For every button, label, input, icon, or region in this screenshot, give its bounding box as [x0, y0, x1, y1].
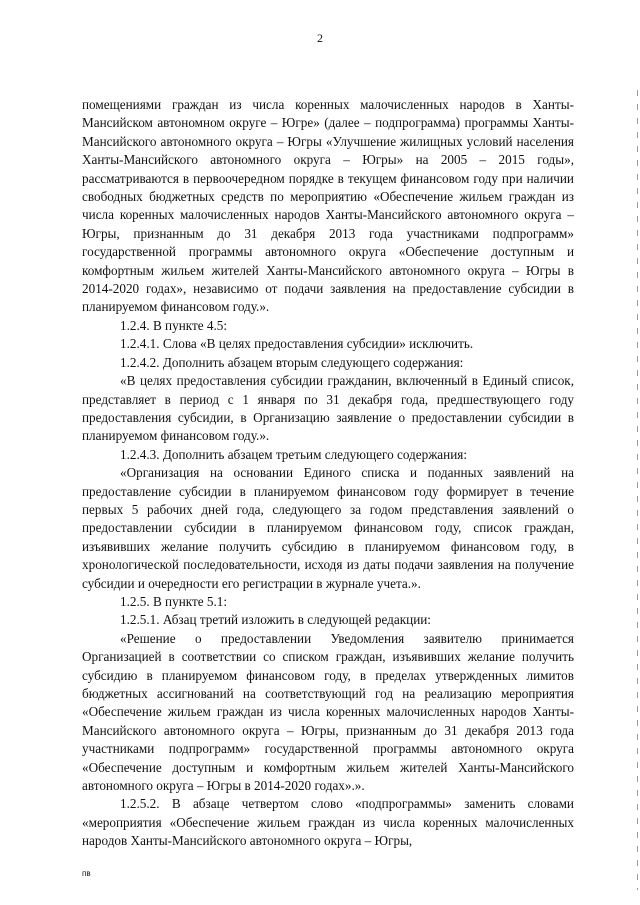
paragraph: «Решение о предоставлении Уведомления заявителю принимается Организацией в соответствии со списком граждан, изъявивших желание получить субсидию в планируемом финансовом году, в пределах утвержденных лимитов бюджетных ассигнований на соответствующий год на реализацию мероприятия «Обеспечение жильем граждан из числа коренных малочисленных народов Ханты-Мансийского автономного округа – Югры, признанным до 31 декабря 2013 года участниками подпрограмм» государственной программы автономного округа «Обеспечение доступным и комфортным жильем жителей Ханты-Мансийского автономного округа – Югры в 2014-2020 годах».». — [82, 630, 574, 794]
paragraph: «В целях предоставления субсидии гражданин, включенный в Единый список, представляет в период с 1 января по 31 декабря года, предшествующего году предоставления субсидии, в Организацию заявление о предоставлении субсидии в планируемом финансовом году.». — [82, 373, 574, 444]
paragraph: 1.2.5.2. В абзаце четвертом слово «подпрограммы» заменить словами «мероприятия «Обеспечение жильем граждан из числа коренных малочисленных народов Ханты-Мансийского автономного округа – Югры, — [82, 796, 574, 849]
page-number: 2 — [317, 31, 323, 45]
paragraph: 1.2.5. В пункте 5.1: — [120, 593, 228, 609]
paragraph: 1.2.5.1. Абзац третий изложить в следующей редакции: — [120, 612, 431, 628]
paragraph: «Организация на основании Единого списка и поданных заявлений на предоставление субсидии в планируемом финансовом году формирует в течение первых 5 рабочих дней года, следующего за годом представления заявлений о предоставлении субсидии в планируемом финансовом году, список граждан, изъявивших желание получить субсидию в планируемом финансовом году, в хронологической последовательности, исходя из даты подачи заявления на получение субсидии и очередности его регистрации в журнале учета.». — [82, 465, 574, 591]
paragraph: помещениями граждан из числа коренных малочисленных народов в Ханты-Мансийском автономном округе – Югре» (далее – подпрограмма) программы Ханты-Мансийского автономного округа – Югры «Улучшение жилищных условий населения Ханты-Мансийского автономного округа – Югры» на 2005 – 2015 годы», рассматриваются в первоочередном порядке в текущем финансовом году при наличии свободных бюджетных средств по мероприятию «Обеспечение жильем граждан из числа коренных малочисленных народов Ханты-Мансийского автономного округа – Югры, признанным до 31 декабря 2013 года участниками подпрограмм» государственной программы автономного округа «Обеспечение доступным и комфортным жильем жителей Ханты-Мансийского автономного округа – Югры в 2014-2020 годах», независимо от подачи заявления на предоставление субсидии в планируемом финансовом году.». — [82, 97, 574, 315]
footer-mark: пв — [82, 869, 91, 878]
paragraph: 1.2.4. В пункте 4.5: — [120, 317, 228, 333]
document-body — [82, 96, 574, 851]
paragraph: 1.2.4.2. Дополнить абзацем вторым следующего содержания: — [120, 354, 464, 370]
paragraph: 1.2.4.1. Слова «В целях предоставления субсидии» исключить. — [120, 336, 474, 352]
paragraph: 1.2.4.3. Дополнить абзацем третьим следующего содержания: — [120, 446, 468, 462]
scan-edge — [637, 90, 638, 890]
